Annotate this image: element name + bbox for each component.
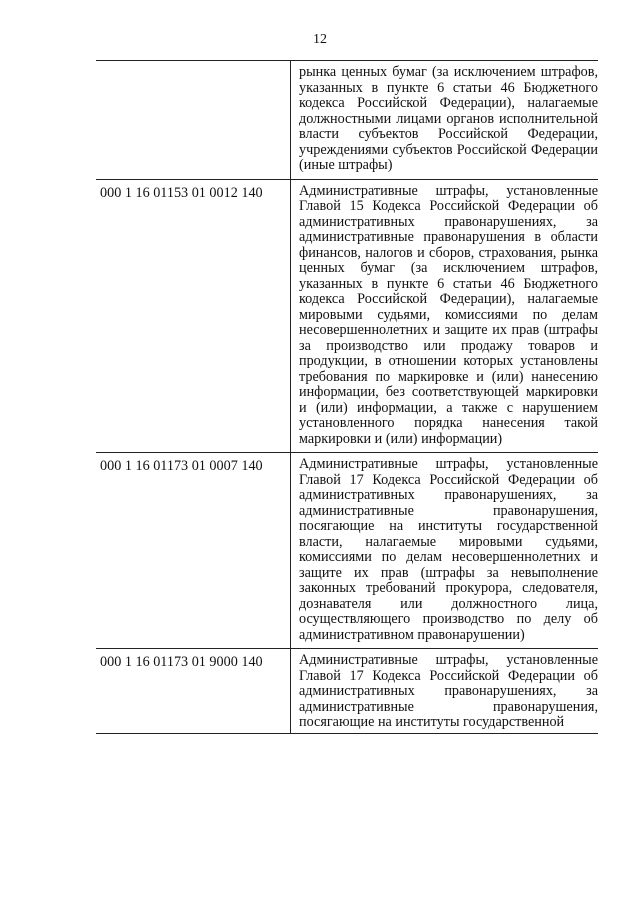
budget-code-cell — [96, 61, 291, 180]
table-row — [96, 649, 598, 734]
page-number: 12 — [313, 32, 327, 47]
budget-code-cell: 000 1 16 01173 01 0007 140 — [96, 453, 291, 649]
table-row — [96, 453, 598, 649]
description-cell: Административные штрафы, установленные Главой 17 Кодекса Российской Федерации об административных правонарушениях, за административные правонарушения, посягающие на институты государственной — [291, 649, 599, 734]
table-row — [96, 61, 598, 180]
table-row — [96, 179, 598, 453]
description-cell: Административные штрафы, установленные Главой 17 Кодекса Российской Федерации об административных правонарушениях, за административные правонарушения, посягающие на институты государственной власти, налагаемые мировыми судьями, комиссиями по делам несовершеннолетних и защите их прав (штрафы за невыполнение законных требований прокурора, следователя, дознавателя или должностного лица, осуществляющего производство по делу об административном правонарушении) — [291, 453, 599, 649]
budget-codes-table — [96, 60, 598, 734]
description-cell: Административные штрафы, установленные Главой 15 Кодекса Российской Федерации об административных правонарушениях, за административные правонарушения в области финансов, налогов и сборов, страхования, рынка ценных бумаг (за исключением штрафов, указанных в пункте 6 статьи 46 Бюджетного кодекса Российской Федерации), налагаемые мировыми судьями, комиссиями по делам несовершеннолетних и защите их прав (штрафы за производство или продажу товаров и продукции, в отношении которых установлены требования по маркировке и (или) нанесению информации, без соответствующей маркировки и (или) информации, а также с нарушением установленного порядка нанесения такой маркировки и (или) информации) — [291, 179, 599, 453]
budget-code-cell: 000 1 16 01153 01 0012 140 — [96, 179, 291, 453]
budget-code-cell: 000 1 16 01173 01 9000 140 — [96, 649, 291, 734]
description-cell: рынка ценных бумаг (за исключением штрафов, указанных в пункте 6 статьи 46 Бюджетного кодекса Российской Федерации), налагаемые должностными лицами органов исполнительной власти субъектов Российской Федерации, учреждениями субъектов Российской Федерации (иные штрафы) — [291, 61, 599, 180]
